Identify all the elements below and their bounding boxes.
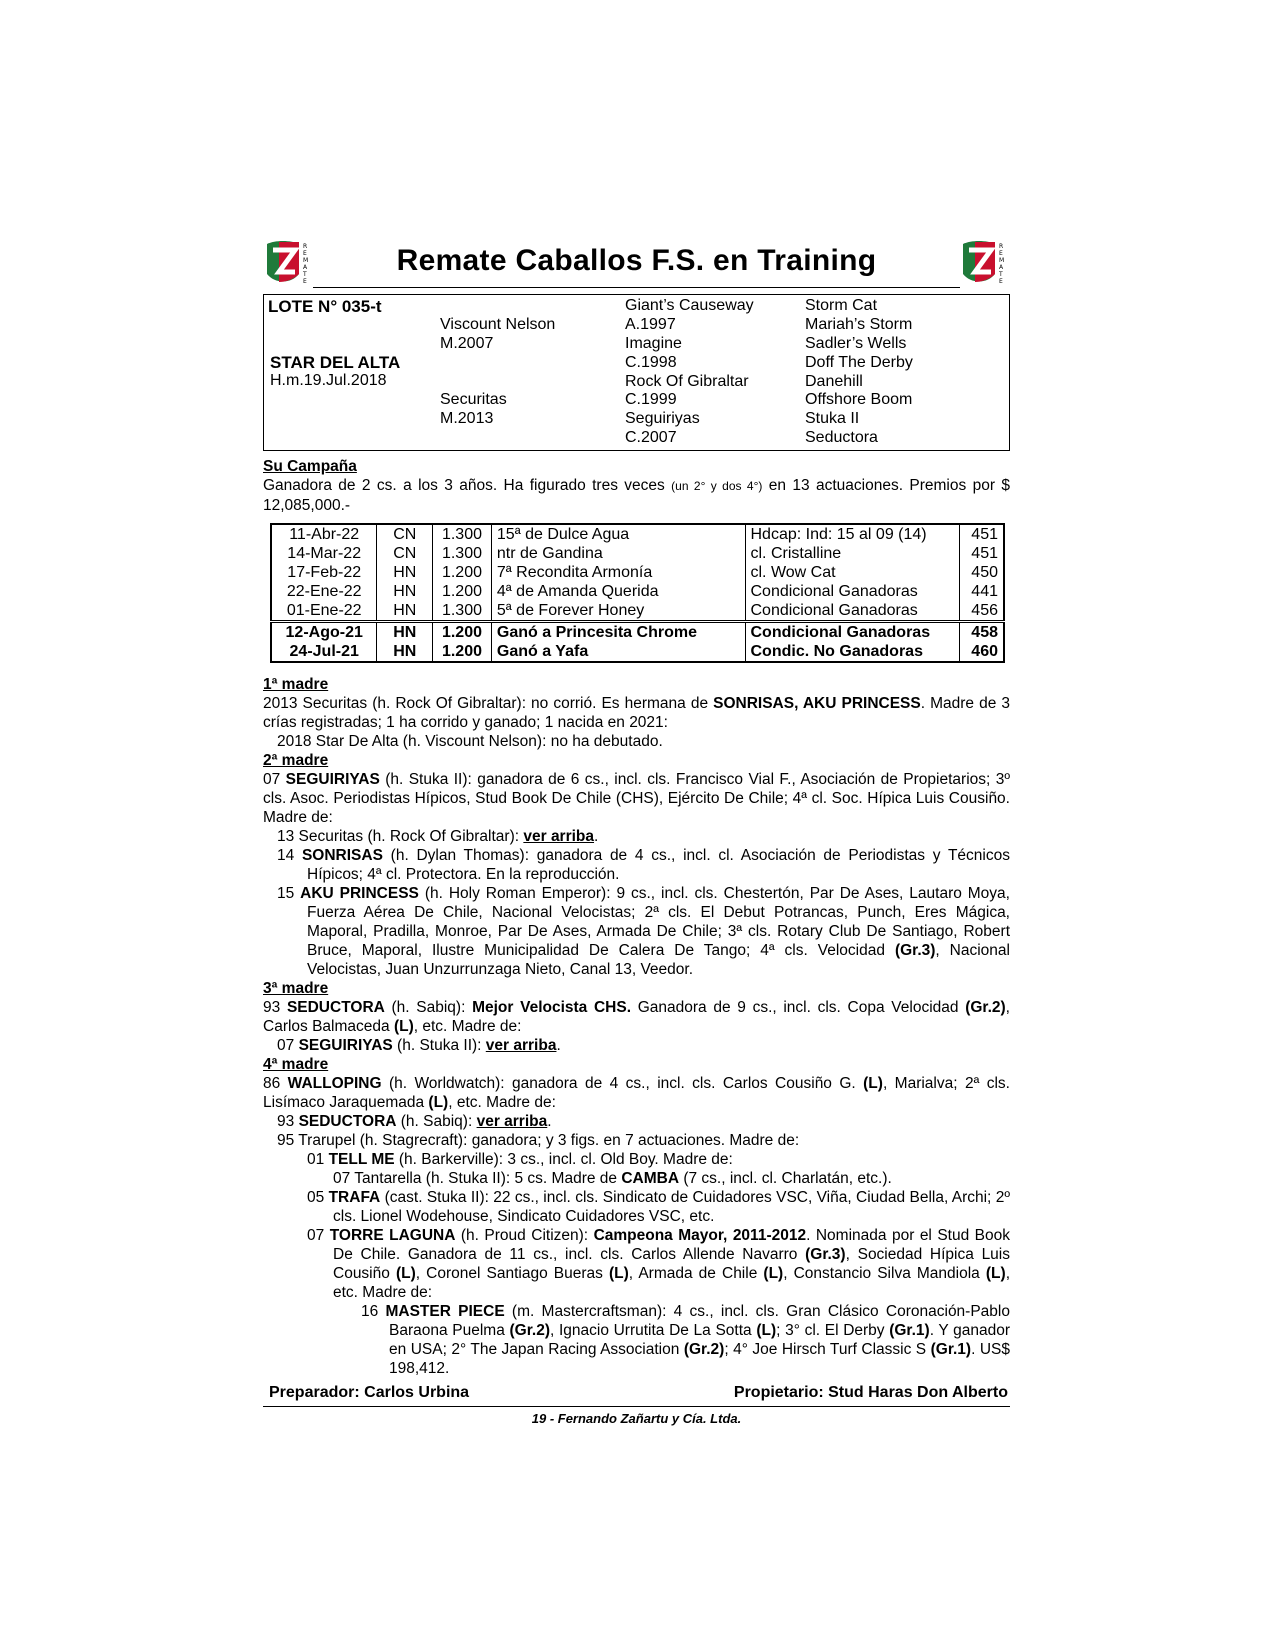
pedigree-great-grandparent: Offshore Boom xyxy=(805,391,913,408)
race-result: 15ª de Dulce Agua xyxy=(491,524,745,544)
race-result: 4ª de Amanda Querida xyxy=(491,582,745,601)
page-number: 19 - Fernando Zañartu y Cía. Ltda. xyxy=(531,1411,742,1426)
second-dam-heading: 2ª madre xyxy=(263,752,329,769)
third-dam-heading: 3ª madre xyxy=(263,980,329,997)
page-header xyxy=(263,238,1010,294)
pedigree-grandparent: Imagine xyxy=(625,335,682,352)
race-weight: 441 xyxy=(959,582,1004,601)
race-weight: 451 xyxy=(959,524,1004,544)
first-dam-heading: 1ª madre xyxy=(263,676,329,693)
campaign-heading: Su Campaña xyxy=(263,458,357,475)
header-rule xyxy=(313,287,960,288)
second-dam-offspring: 15 AKU PRINCESS (h. Holy Roman Emperor): 9 cs., incl. cls. Chestertón, Par De Ases, Lautaro Moya, Fuerza Aérea De Chile, Nacional Velocistas; 2ª cls. El Debut Potrancas, Punch, Eres Mágica, Maporal, Pradilla, Monroe, Par De Ases, Armada De Chile; 3ª cls. Rotary Club De Santiago, Robert Bruce, Maporal, Ilustre Municipalidad De Calera De Tango; 4ª cls. Velocidad (Gr.3), Nacional Velocistas, Juan Unzurrunzaga Nieto, Canal 13, Veedor. xyxy=(277,885,1010,978)
pedigree-great-grandparent: Mariah’s Storm xyxy=(805,316,913,333)
catalog-page xyxy=(263,238,1010,1426)
svg-text:E: E xyxy=(303,250,307,257)
race-distance: 1.300 xyxy=(433,544,492,563)
race-result: Ganó a Princesita Chrome xyxy=(491,622,745,643)
fourth-dam-grand-offspring: 01 TELL ME (h. Barkerville): 3 cs., incl. cl. Old Boy. Madre de: xyxy=(307,1151,733,1168)
fourth-dam-offspring: 93 SEDUCTORA (h. Sabiq): ver arriba. xyxy=(277,1113,552,1130)
third-dam-text: 93 SEDUCTORA (h. Sabiq): Mejor Velocista CHS. Ganadora de 9 cs., incl. cls. Copa Velocidad (Gr.2), Carlos Balmaceda (L), etc. Madre de: xyxy=(263,999,1010,1035)
race-date: 12-Ago-21 xyxy=(271,622,377,643)
race-weight: 450 xyxy=(959,563,1004,582)
race-track: HN xyxy=(377,582,433,601)
race-date: 17-Feb-22 xyxy=(287,563,362,581)
race-row xyxy=(271,563,1004,582)
svg-text:E: E xyxy=(999,250,1003,257)
race-result: 5ª de Forever Honey xyxy=(491,601,745,622)
first-dam-section xyxy=(263,675,1010,751)
fourth-dam-heading: 4ª madre xyxy=(263,1056,329,1073)
race-date: 14-Mar-22 xyxy=(287,544,362,562)
third-dam-section xyxy=(263,979,1010,1055)
svg-text:T: T xyxy=(303,271,307,278)
race-track: HN xyxy=(377,642,433,662)
pedigree-grandparent: Giant’s Causeway xyxy=(625,297,754,314)
race-date: 22-Ene-22 xyxy=(286,582,362,600)
race-track: CN xyxy=(377,524,433,544)
fourth-dam-section xyxy=(263,1055,1010,1378)
fourth-dam-great-grand-offspring: 07 Tantarella (h. Stuka II): 5 cs. Madre de CAMBA (7 cs., incl. cl. Charlatán, etc.). xyxy=(333,1170,892,1187)
race-track: HN xyxy=(377,622,433,643)
third-dam-offspring: 07 SEGUIRIYAS (h. Stuka II): ver arriba. xyxy=(277,1037,561,1054)
race-row xyxy=(271,601,1004,622)
race-result: 7ª Recondita Armonía xyxy=(491,563,745,582)
race-track: HN xyxy=(377,601,433,622)
race-distance: 1.200 xyxy=(433,563,492,582)
race-distance: 1.200 xyxy=(433,622,492,643)
race-name: Hdcap: Ind: 15 al 09 (14) xyxy=(745,524,959,544)
race-row xyxy=(271,622,1004,643)
race-name: Condicional Ganadoras xyxy=(745,622,959,643)
race-date: 01-Ene-22 xyxy=(286,601,362,619)
trainer-owner-line xyxy=(263,1384,1010,1407)
pedigree-grandparent-year: A.1997 xyxy=(625,316,676,333)
race-distance: 1.200 xyxy=(433,582,492,601)
race-row xyxy=(271,544,1004,563)
pedigree-grandparent: Rock Of Gibraltar xyxy=(625,373,749,390)
fourth-dam-offspring: 95 Trarupel (h. Stagrecraft): ganadora; y 3 figs. en 7 actuaciones. Madre de: xyxy=(277,1132,800,1149)
fourth-dam-grand-offspring: 05 TRAFA (cast. Stuka II): 22 cs., incl. cls. Sindicato de Cuidadores VSC, Viña, Ciudad Bella, Archi; 2º cls. Lionel Wodehouse, Sindicato Cuidadores VSC, etc. xyxy=(307,1189,1010,1225)
pedigree-great-grandparent: Doff The Derby xyxy=(805,354,913,371)
svg-text:R: R xyxy=(999,243,1004,250)
fourth-dam-great-grand-offspring: 16 MASTER PIECE (m. Mastercraftsman): 4 cs., incl. cls. Gran Clásico Coronación-Pablo Baraona Puelma (Gr.2), Ignacio Urrutita De La Sotta (L); 3° cl. El Derby (Gr.1). Y ganador en USA; 2° The Japan Racing Association (Gr.2); 4° Joe Hirsch Turf Classic S (Gr.1). US$ 198,412. xyxy=(361,1303,1011,1377)
race-date: 11-Abr-22 xyxy=(289,525,360,543)
pedigree-grandparent-year: C.1998 xyxy=(625,354,677,371)
sire-year: M.2007 xyxy=(440,335,494,352)
campaign-text: Ganadora de 2 cs. a los 3 años. Ha figurado tres veces (un 2° y dos 4°) en 13 actuaciones. Premios por $ 12,085,000.- xyxy=(263,477,1011,514)
race-name: Condic. No Ganadoras xyxy=(745,642,959,662)
svg-text:A: A xyxy=(303,264,308,271)
race-distance: 1.300 xyxy=(433,524,492,544)
page-title: Remate Caballos F.S. en Training xyxy=(396,244,877,277)
pedigree-grandparent-year: C.1999 xyxy=(625,391,677,408)
sire-name: Viscount Nelson xyxy=(440,316,556,333)
lote-number: LOTE N° 035-t xyxy=(268,297,382,316)
campaign-section xyxy=(263,457,1010,515)
race-distance: 1.200 xyxy=(433,642,492,662)
dam-name: Securitas xyxy=(440,391,507,408)
first-dam-text: 2013 Securitas (h. Rock Of Gibraltar): no corrió. Es hermana de SONRISAS, AKU PRINCESS. Madre de 3 crías registradas; 1 ha corrido y ganado; 1 nacida en 2021: xyxy=(263,695,1011,731)
svg-text:M: M xyxy=(999,257,1005,264)
race-row xyxy=(271,582,1004,601)
horse-birth: H.m.19.Jul.2018 xyxy=(270,372,387,389)
race-weight: 458 xyxy=(959,622,1004,643)
race-name: cl. Wow Cat xyxy=(745,563,959,582)
race-result: Ganó a Yafa xyxy=(491,642,745,662)
pedigree-great-grandparent: Seductora xyxy=(805,429,878,446)
first-dam-offspring: 2018 Star De Alta (h. Viscount Nelson): no ha debutado. xyxy=(277,733,663,750)
pedigree-great-grandparent: Sadler’s Wells xyxy=(805,335,907,352)
horse-name: STAR DEL ALTA xyxy=(270,353,401,372)
race-weight: 460 xyxy=(959,642,1004,662)
dam-year: M.2013 xyxy=(440,410,494,427)
race-weight: 451 xyxy=(959,544,1004,563)
trainer: Preparador: Carlos Urbina xyxy=(269,1384,470,1401)
fourth-dam-text: 86 WALLOPING (h. Worldwatch): ganadora de 4 cs., incl. cls. Carlos Cousiño G. (L), Marialva; 2ª cls. Lisímaco Jaraquemada (L), etc. Madre de: xyxy=(263,1075,1010,1111)
second-dam-offspring: 13 Securitas (h. Rock Of Gibraltar): ver arriba. xyxy=(277,828,599,845)
owner: Propietario: Stud Haras Don Alberto xyxy=(733,1384,1008,1401)
second-dam-text: 07 SEGUIRIYAS (h. Stuka II): ganadora de 6 cs., incl. cls. Francisco Vial F., Asociación de Propietarios; 3º cls. Asoc. Periodistas Hípicos, Stud Book De Chile (CHS), Ejército De Chile; 4ª cl. Soc. Hípica Luis Cousiño. Madre de: xyxy=(263,771,1010,826)
race-row xyxy=(271,642,1004,662)
svg-text:A: A xyxy=(999,264,1004,271)
fourth-dam-grand-offspring: 07 TORRE LAGUNA (h. Proud Citizen): Campeona Mayor, 2011-2012. Nominada por el Stud Book De Chile. Ganadora de 11 cs., incl. cls. Carlos Allende Navarro (Gr.3), Sociedad Hípica Luis Cousiño (L), Coronel Santiago Bueras (L), Armada de Chile (L), Constancio Silva Mandiola (L), etc. Madre de: xyxy=(307,1227,1011,1301)
zanartu-logo-right xyxy=(961,238,1013,286)
race-name: cl. Cristalline xyxy=(745,544,959,563)
svg-text:E: E xyxy=(303,278,307,285)
pedigree-great-grandparent: Danehill xyxy=(805,373,863,390)
race-table xyxy=(270,523,1005,663)
race-result: ntr de Gandina xyxy=(491,544,745,563)
pedigree-grandparent-year: C.2007 xyxy=(625,429,677,446)
pedigree-box xyxy=(263,294,1010,451)
second-dam-offspring: 14 SONRISAS (h. Dylan Thomas): ganadora de 4 cs., incl. cl. Asociación de Periodistas y Técnicos Hípicos; 4ª cl. Protectora. En la reproducción. xyxy=(277,847,1010,883)
second-dam-section xyxy=(263,751,1010,979)
svg-text:T: T xyxy=(999,271,1003,278)
race-weight: 456 xyxy=(959,601,1004,622)
race-track: HN xyxy=(377,563,433,582)
svg-text:R: R xyxy=(303,243,308,250)
race-name: Condicional Ganadoras xyxy=(745,582,959,601)
svg-text:E: E xyxy=(999,278,1003,285)
race-date: 24-Jul-21 xyxy=(289,642,359,660)
pedigree-great-grandparent: Storm Cat xyxy=(805,297,878,314)
pedigree-great-grandparent: Stuka II xyxy=(805,410,860,427)
pedigree-grandparent: Seguiriyas xyxy=(625,410,700,427)
race-name: Condicional Ganadoras xyxy=(745,601,959,622)
race-row xyxy=(271,524,1004,544)
svg-text:M: M xyxy=(303,257,309,264)
race-distance: 1.300 xyxy=(433,601,492,622)
race-track: CN xyxy=(377,544,433,563)
